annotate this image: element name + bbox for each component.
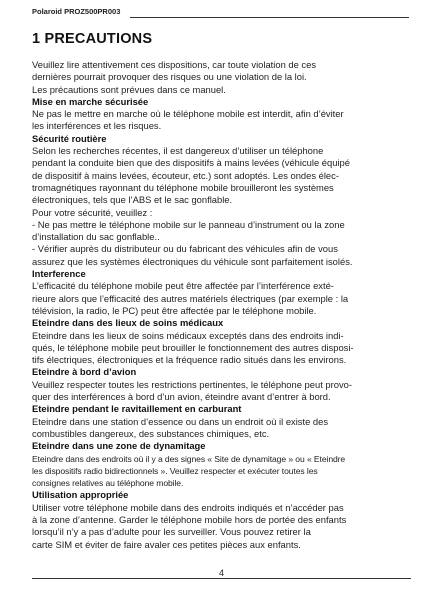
body-text-line: lorsqu’il n’y a pas d’adulte pour les surveiller. Vous pouvez retirer la [32,526,311,538]
body-text-line: télévision, la radio, le PC) peut être affectée par le téléphone mobile. [32,304,317,316]
body-text-line: qués, le téléphone mobile peut brouiller le fonctionnement des autres disposi- [32,341,354,353]
body-text-line: consignes relatives au téléphone mobile. [32,478,184,489]
body-text-line: Ne pas le mettre en marche où le téléphone mobile est interdit, afin d’éviter [32,108,344,120]
page-title: 1 PRECAUTIONS [32,31,153,47]
body-text-line: Veuillez respecter toutes les restrictions pertinentes, le téléphone peut provo- [32,378,352,390]
body-text-line: rieure alors que l’efficacité des autres matériels électriques (par exemple : la [32,292,349,304]
section-heading: Mise en marche sécurisée [32,95,149,107]
body-text-line: - Ne pas mettre le téléphone mobile sur le panneau d’instrument ou la zone [32,218,345,230]
body-text-line: assurez que les systèmes électroniques du véhicule sont parfaitement isolés. [32,255,353,267]
header-rule [130,17,409,18]
body-text-line: Pour votre sécurité, veuillez : [32,206,153,218]
running-header [0,6,443,18]
body-text-line: les interférences et les risques. [32,120,162,132]
body-text-line: L’efficacité du téléphone mobile peut être affectée par l’interférence exté- [32,280,334,292]
body-text-line: quer des interférences à bord d’un avion, éteindre avant d’entrer à bord. [32,391,331,403]
body-text-line: tifs électriques, électroniques et la fréquence radio situés dans les environs. [32,354,347,366]
footer-rule [32,578,411,579]
body-text-line: Selon les recherches récentes, il est dangereux d’utiliser un téléphone [32,145,324,157]
body-text-line: de dispositif à mains levées, écouteur, etc.) sont adoptés. Les ondes élec- [32,169,339,181]
section-heading: Sécurité routière [32,132,107,144]
section-heading: Utilisation appropriée [32,489,129,501]
body-text-line: - Vérifier auprès du distributeur ou du fabricant des véhicules afin de vous [32,243,338,255]
body-text-line: combustibles dangereux, des substances chimiques, etc. [32,427,270,439]
body-text-line: les dispositifs radio bidirectionnels ». Veuillez respecter et exécuter toutes les [32,465,318,476]
body-text-line: Eteindre dans une station d’essence ou dans un endroit où il existe des [32,415,329,427]
page-number: 4 [218,568,224,578]
body-text-line: électroniques, tels que l’ABS et le sac gonflable. [32,194,233,206]
body-text-line: tromagnétiques rayonnant du téléphone mobile brouilleront les systèmes [32,181,334,193]
body-text-line: Veuillez lire attentivement ces dispositions, car toute violation de ces [32,59,317,70]
body-text-line: à la zone d’antenne. Garder le téléphone mobile hors de portée des enfants [32,513,347,525]
body-text-line: dernières pourrait provoquer des risques ou une violation de la loi. [32,71,307,83]
body-text-line: carte SIM et éviter de faire avaler ces petites pièces aux enfants. [32,538,301,550]
body-text-line: d’installation du sac gonflable.. [32,231,160,243]
header-product-label: Polaroid PROZ500PR003 [32,7,121,16]
body-text-line: Eteindre dans les lieux de soins médicaux exceptés dans des endroits indi- [32,329,344,341]
precautions-body [32,59,410,551]
section-heading: Eteindre à bord d’avion [32,366,137,378]
body-text-line: Utiliser votre téléphone mobile dans des endroits indiqués et n’accéder pas [32,501,344,513]
body-text-line: Eteindre dans des endroits où il y a des signes « Site de dynamitage » ou « Eteindre [32,453,346,464]
body-text-line: pendant la conduite bien que des dispositifs à mains levées (véhicule équipé [32,157,350,169]
section-heading: Eteindre dans des lieux de soins médicaux [32,317,224,329]
section-heading: Interference [32,268,86,280]
body-text-line: Les précautions sont prévues dans ce manuel. [32,83,226,95]
section-heading: Eteindre pendant le ravitaillement en carburant [32,403,242,415]
section-heading: Eteindre dans une zone de dynamitage [32,440,206,452]
